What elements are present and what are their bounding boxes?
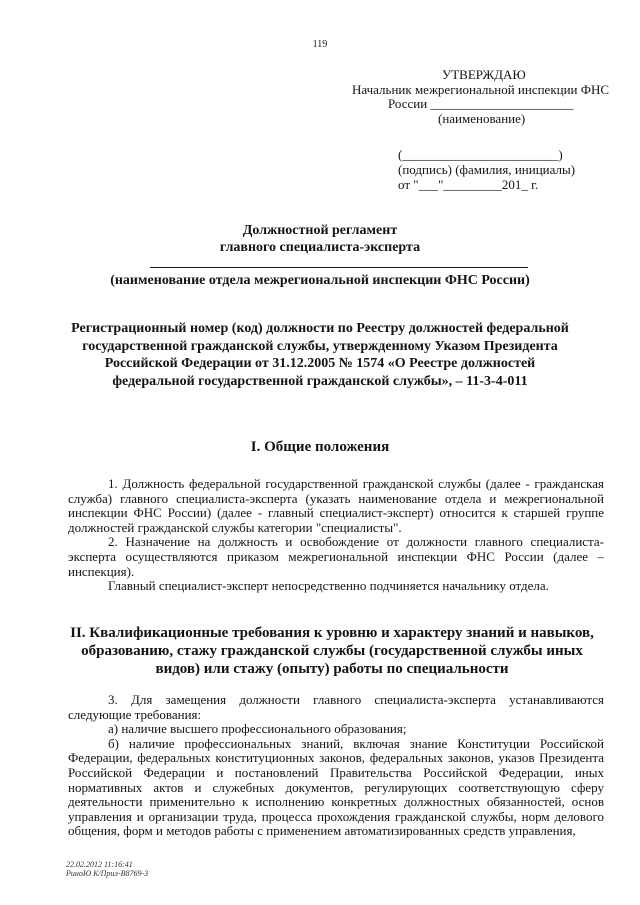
- department-caption: (наименование отдела межрегиональной инспекции ФНС России): [110, 273, 530, 288]
- approval-organization-caption: (наименование): [438, 110, 526, 126]
- approval-signature-caption: (подпись) (фамилия, инициалы): [398, 161, 576, 177]
- registration-number: Регистрационный номер (код) должности по Реестру должностей федеральной государственной гражданской службы, утвержденному Указом Президента Российской Федерации от 31.12.2005 № 1574 «О Реестре должностей федеральной государственной гражданской службы», – 11-3-4-011: [71, 321, 569, 389]
- paragraph-subordination: Главный специалист-эксперт непосредственно подчиняется начальнику отдела.: [108, 578, 549, 594]
- section-2-heading: II. Квалификационные требования к уровню и характеру знаний и навыков, образованию, стажу гражданской службы (государственной службы иных видов) или стажу (опыту) работы по специальности: [70, 625, 594, 677]
- section-2-body: [68, 693, 604, 839]
- requirement-b: б) наличие профессиональных знаний, включая знание Конституции Российской Федерации, федеральных конституционных законов, федеральных законов, указов Президента Российской Федерации и постановлений Правительства Российской Федерации, иных нормативных актов и служебных документов, регулирующих соответствующую сферу деятельности применительно к исполнению конкретных должностных обязанностей, основ управления и организации труда, процесса прохождения гражданской службы, норм делового общения, форм и методов работы с применением автоматизированных средств управления,: [68, 735, 604, 839]
- approval-heading: УТВЕРЖДАЮ: [442, 67, 526, 82]
- paragraph-1: 1. Должность федеральной государственной гражданской службы (далее - гражданская служба) главного специалиста-эксперта (указать наименование отдела и межрегиональной инспекции ФНС России) (далее - главный специалист-эксперт) относится к старшей группе должностей гражданской службы категории "специалисты".: [68, 476, 604, 535]
- department-underline: [150, 267, 528, 268]
- paragraph-3: 3. Для замещения должности главного специалиста-эксперта устанавливаются следующие требования:: [68, 692, 604, 722]
- approval-block: [352, 68, 622, 192]
- section-1-body: [68, 477, 604, 594]
- document-title-line2: главного специалиста-эксперта: [219, 240, 421, 255]
- approval-organization-field: России ______________________: [388, 96, 574, 112]
- paragraph-2: 2. Назначение на должность и освобождение от должности главного специалиста-эксперта осуществляются приказом межрегиональной инспекции ФНС России (далее – инспекция).: [68, 534, 604, 579]
- footer-stamp: [66, 860, 148, 878]
- page-number: 119: [312, 39, 328, 50]
- section-1-heading: I. Общие положения: [250, 439, 390, 455]
- footer-file-ref: РиноЮ К/Прил-В8769-3: [66, 869, 149, 878]
- approval-date-field: от "___"_________201_ г.: [398, 176, 539, 192]
- footer-timestamp: 22.02.2012 11:16:41: [66, 860, 133, 869]
- document-title-line1: Должностной регламент: [242, 223, 398, 238]
- document-title: [0, 222, 640, 256]
- approval-signature-field: (________________________): [398, 147, 563, 163]
- requirement-a: а) наличие высшего профессионального образования;: [108, 721, 407, 737]
- approval-position: Начальник межрегиональной инспекции ФНС: [352, 81, 610, 97]
